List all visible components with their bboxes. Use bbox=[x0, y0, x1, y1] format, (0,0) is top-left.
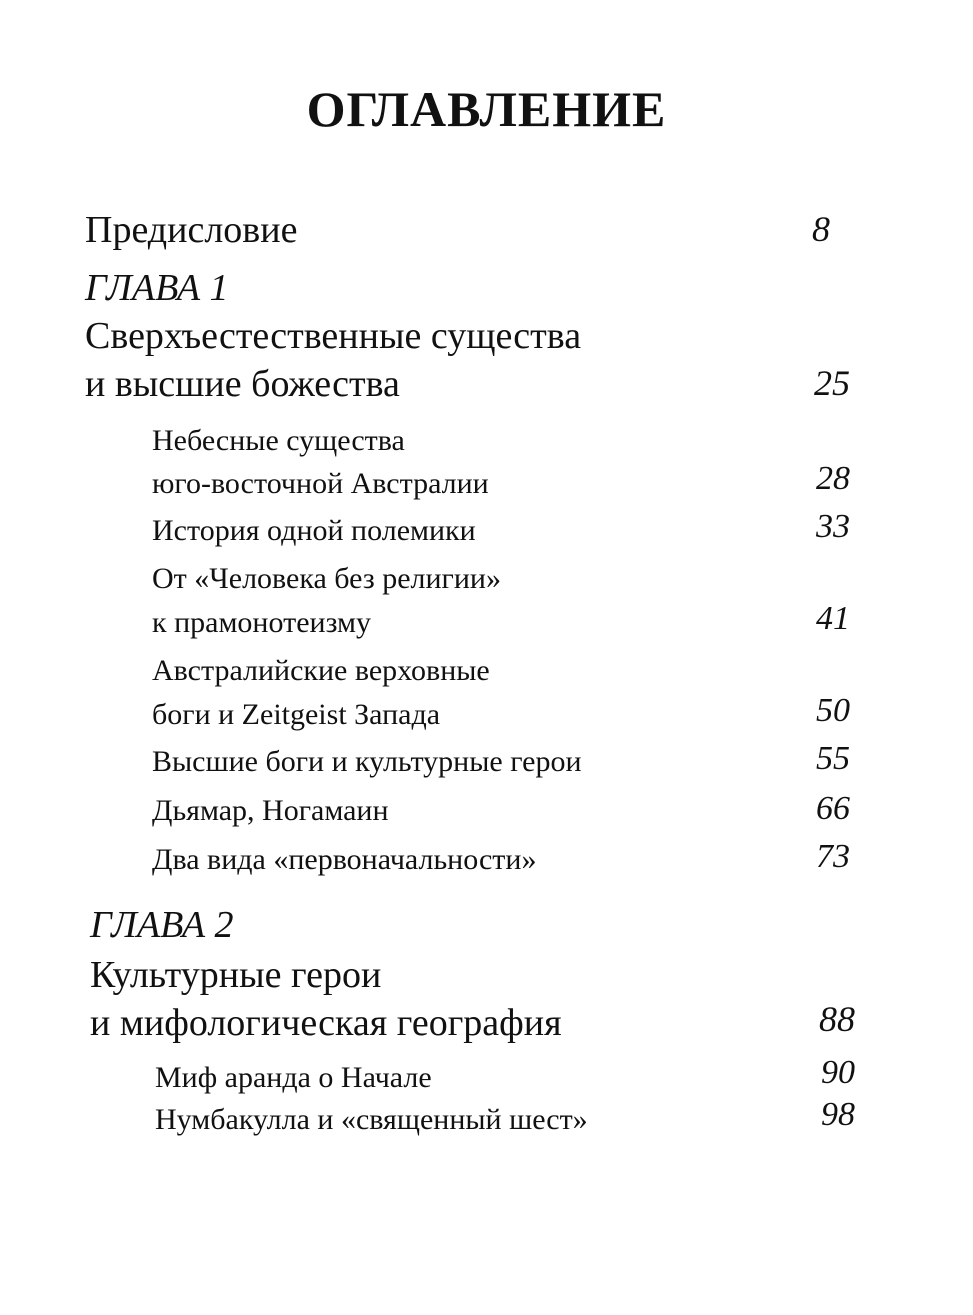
page-number: 8 bbox=[812, 209, 830, 249]
chapter-title-line: Сверхъестественные существа bbox=[85, 315, 582, 357]
page-number: 33 bbox=[816, 508, 850, 545]
chapter-title-line: и высшие божества bbox=[85, 363, 400, 405]
page-number: 55 bbox=[816, 740, 850, 777]
page-number: 66 bbox=[816, 790, 850, 827]
toc-section-line: Высшие боги и культурные герои bbox=[152, 745, 582, 778]
page-number: 98 bbox=[821, 1096, 855, 1133]
chapter-title-line: Культурные герои bbox=[90, 954, 382, 996]
page-number: 28 bbox=[816, 460, 850, 497]
toc-section-line: Нумбакулла и «священный шест» bbox=[155, 1103, 588, 1136]
toc-section-line: История одной полемики bbox=[152, 514, 476, 547]
toc-section-line: Небесные существа bbox=[152, 424, 405, 457]
page-number: 41 bbox=[816, 600, 850, 637]
page-number: 50 bbox=[816, 692, 850, 729]
page-title: ОГЛАВЛЕНИЕ bbox=[306, 81, 667, 137]
toc-section-line: Австралийские верховные bbox=[152, 654, 490, 687]
toc-entry-preface: Предисловие bbox=[85, 209, 298, 251]
toc-section-line: От «Человека без религии» bbox=[152, 562, 501, 595]
page-number: 88 bbox=[819, 999, 855, 1039]
toc-section-line: Дьямар, Ногамаин bbox=[152, 794, 389, 827]
toc-section-line: боги и Zeitgeist Запада bbox=[152, 698, 441, 731]
toc-section-line: юго-восточной Австралии bbox=[152, 467, 489, 500]
toc-section-line: к прамонотеизму bbox=[152, 606, 371, 639]
chapter-heading: ГЛАВА 1 bbox=[85, 267, 229, 309]
toc-section-line: Миф аранда о Начале bbox=[155, 1061, 432, 1094]
chapter-title-line: и мифологическая география bbox=[90, 1002, 562, 1044]
page-number: 90 bbox=[821, 1054, 855, 1091]
toc-section-line: Два вида «первоначальности» bbox=[152, 843, 537, 876]
page-number: 73 bbox=[816, 838, 850, 875]
page-number: 25 bbox=[814, 363, 850, 403]
chapter-heading: ГЛАВА 2 bbox=[90, 904, 234, 946]
